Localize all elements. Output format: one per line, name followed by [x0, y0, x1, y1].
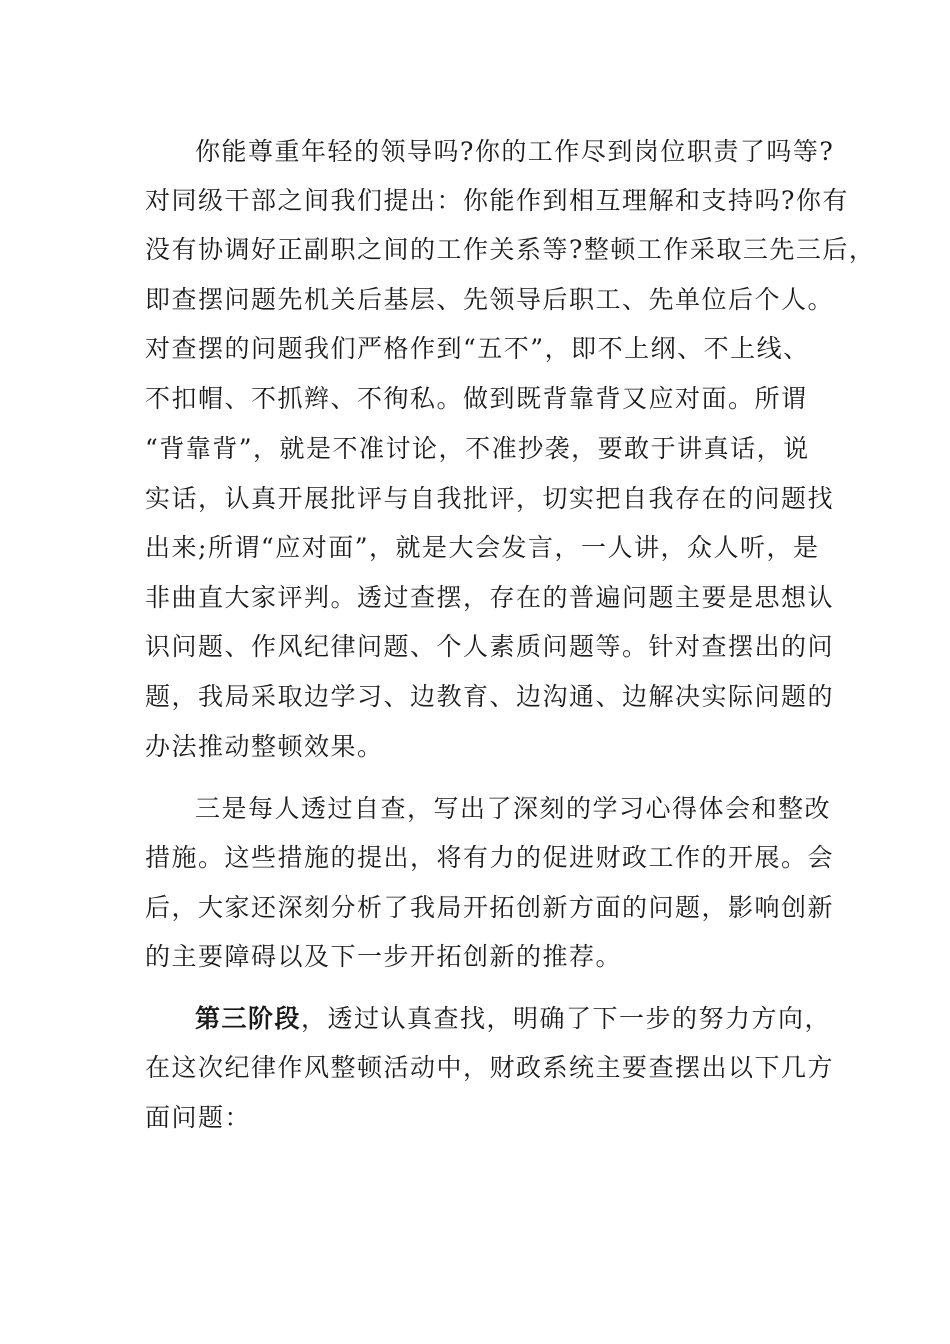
paragraph-1-line-12: 题，我局采取边学习、边教育、边沟通、边解决实际问题的	[145, 682, 835, 711]
paragraph-1-line-13: 办法推动整顿效果。	[145, 732, 384, 761]
paragraph-2-line-4: 的主要障碍以及下一步开拓创新的推荐。	[145, 942, 623, 971]
paragraph-3-line-1	[195, 1004, 831, 1034]
paragraph-2-line-1: 三是每人透过自查，写出了深刻的学习心得体会和整改	[195, 794, 832, 823]
paragraph-2-line-2: 措施。这些措施的提出，将有力的促进财政工作的开展。会	[145, 843, 835, 872]
paragraph-2-line-3: 后，大家还深刻分析了我局开拓创新方面的问题，影响创新	[145, 893, 835, 922]
paragraph-1-line-4: 即查摆问题先机关后基层、先领导后职工、先单位后个人。	[145, 285, 835, 314]
paragraph-1-line-3: 没有协调好正副职之间的工作关系等?整顿工作采取三先三后，	[145, 235, 876, 264]
paragraph-3-line-2: 在这次纪律作风整顿活动中，财政系统主要查摆出以下几方	[145, 1053, 835, 1082]
paragraph-1-line-10: 非曲直大家评判。透过查摆，存在的普遍问题主要是思想认	[145, 583, 835, 612]
paragraph-3-line-1-text: ，透过认真查找，明确了下一步的努力方向，	[301, 1004, 832, 1033]
paragraph-1-line-1: 你能尊重年轻的领导吗?你的工作尽到岗位职责了吗等?	[195, 137, 835, 166]
paragraph-1-line-5: 对查摆的问题我们严格作到“五不”，即不上纲、不上线、	[145, 334, 810, 363]
paragraph-3-line-3: 面问题：	[145, 1103, 252, 1132]
paragraph-1-line-9: 出来;所谓“应对面”，就是大会发言，一人讲，众人听，是	[145, 533, 820, 562]
paragraph-1-line-11: 识问题、作风纪律问题、个人素质问题等。针对查摆出的问	[145, 632, 835, 661]
paragraph-1-line-6: 不扣帽、不抓辫、不徇私。做到既背靠背又应对面。所谓	[145, 384, 808, 413]
paragraph-1-line-7: “背靠背”，就是不准讨论，不准抄袭，要敢于讲真话，说	[145, 434, 810, 463]
section-heading: 第三阶段	[195, 1004, 302, 1033]
paragraph-1-line-8: 实话，认真开展批评与自我批评，切实把自我存在的问题找	[145, 484, 835, 513]
paragraph-1-line-2: 对同级干部之间我们提出：你能作到相互理解和支持吗?你有	[145, 186, 849, 215]
